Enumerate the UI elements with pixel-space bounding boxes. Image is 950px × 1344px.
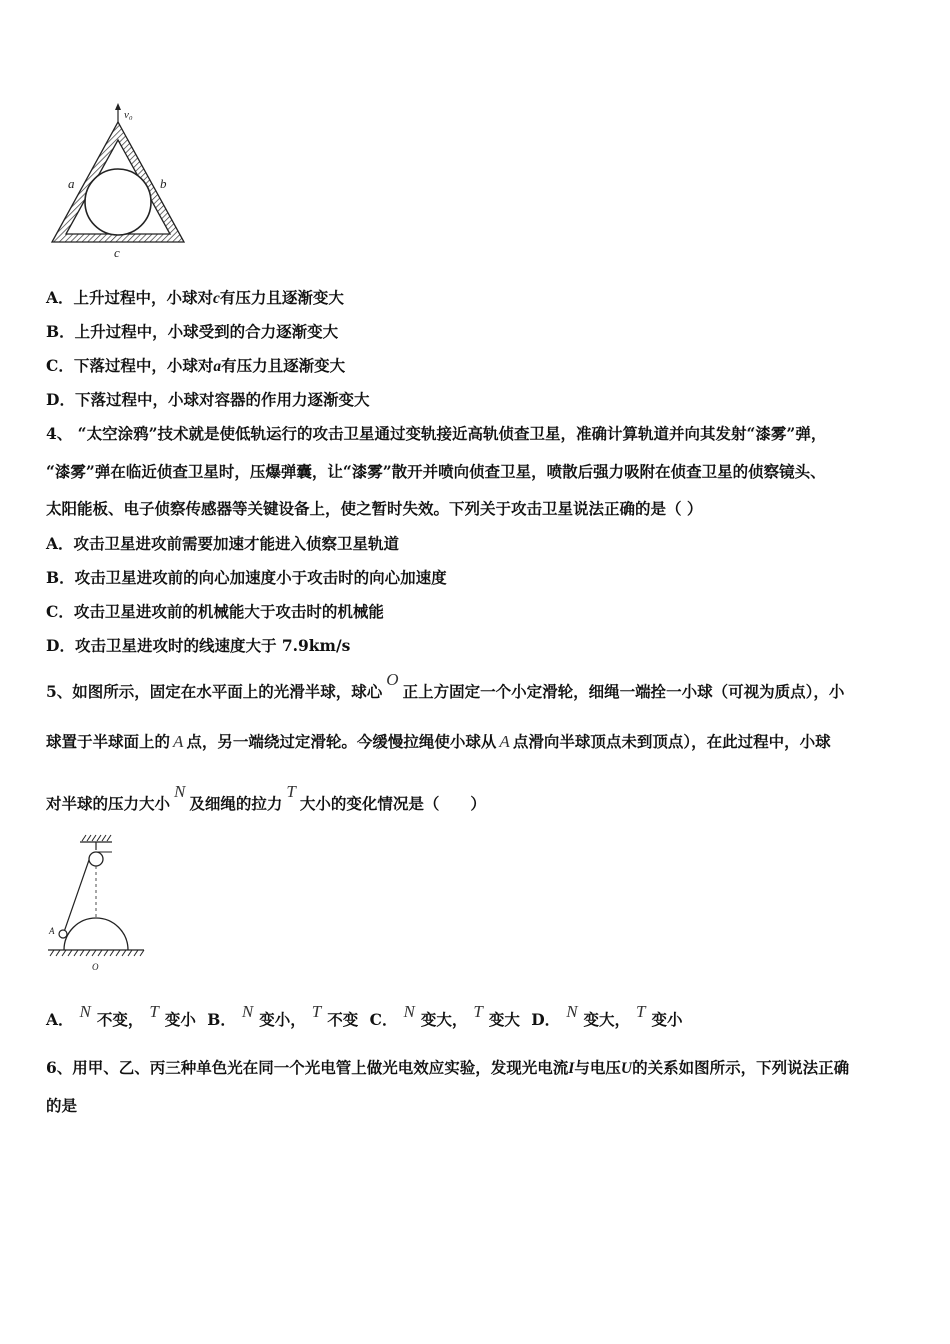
q4-stem-line3: 太阳能板、电子侦察传感器等关键设备上，使之暂时失效。下列关于攻击卫星说法正确的是（ ） [46,499,703,518]
q5-options [46,1002,683,1030]
q5-stem-line2: 球置于半球面上的 A 点，另一端绕过定滑轮。今缓慢拉绳使小球从 A 点滑向半球顶点未到顶点），在此过程中，小球 [46,732,831,751]
q5-option-c: C． N 变大， T 变大 [369,1002,520,1029]
small-ball [59,930,67,938]
q6-stem-line2: 的是 [46,1096,78,1115]
ball [85,169,151,235]
triangle-container-figure [48,100,188,260]
q4-option-a: A．攻击卫星进攻前需要加速才能进入侦察卫星轨道 [46,534,400,553]
label-A: A [49,926,55,936]
label-b: b [160,176,167,191]
q3-option-b: B．上升过程中，小球受到的合力逐渐变大 [46,322,339,341]
q4-stem-line2: “漆雾”弹在临近侦查卫星时，压爆弹囊，让“漆雾”散开并喷向侦查卫星，喷散后强力吸附在侦查卫星的侦察镜头、 [46,462,826,481]
pulley [89,852,103,866]
q3-option-a: A．上升过程中，小球对c有压力且逐渐变大 [46,288,344,307]
q3-option-d: D．下落过程中，小球对容器的作用力逐渐变大 [46,390,370,409]
q5-stem-line3: 对半球的压力大小N及细绳的拉力T大小的变化情况是（ ） [46,782,486,813]
q5-option-b: B． N 变小， T 不变 [207,1002,359,1029]
label-a: a [68,176,75,191]
q6-stem-line1: 6、用甲、乙、丙三种单色光在同一个光电管上做光电效应实验，发现光电流I与电压U的关系如图所示，下列说法正确 [46,1058,850,1077]
q4-option-b: B．攻击卫星进攻前的向心加速度小于攻击时的向心加速度 [46,568,447,587]
q5-stem-line1: 5、如图所示，固定在水平面上的光滑半球，球心O正上方固定一个小定滑轮，细绳一端拴一小球（可视为质点），小 [46,670,845,701]
q3-option-c: C．下落过程中，小球对a有压力且逐渐变大 [46,356,346,375]
q4-option-d: D．攻击卫星进攻时的线速度大于 7.9km/s [46,636,351,655]
label-O: O [92,962,99,972]
q4-stem-line1: 4、 “太空涂鸦”技术就是使低轨运行的攻击卫星通过变轨接近高轨侦查卫星，准确计算轨道并向其发射“漆雾”弹， [46,424,827,443]
q5-option-d: D． N 变大， T 变小 [531,1002,683,1029]
q5-option-a: A． N 不变， T 变小 [46,1002,196,1029]
hemisphere-pulley-figure [44,832,154,978]
q4-option-c: C．攻击卫星进攻前的机械能大于攻击时的机械能 [46,602,384,621]
label-v0: v₀ [124,109,133,121]
label-c: c [114,245,120,260]
